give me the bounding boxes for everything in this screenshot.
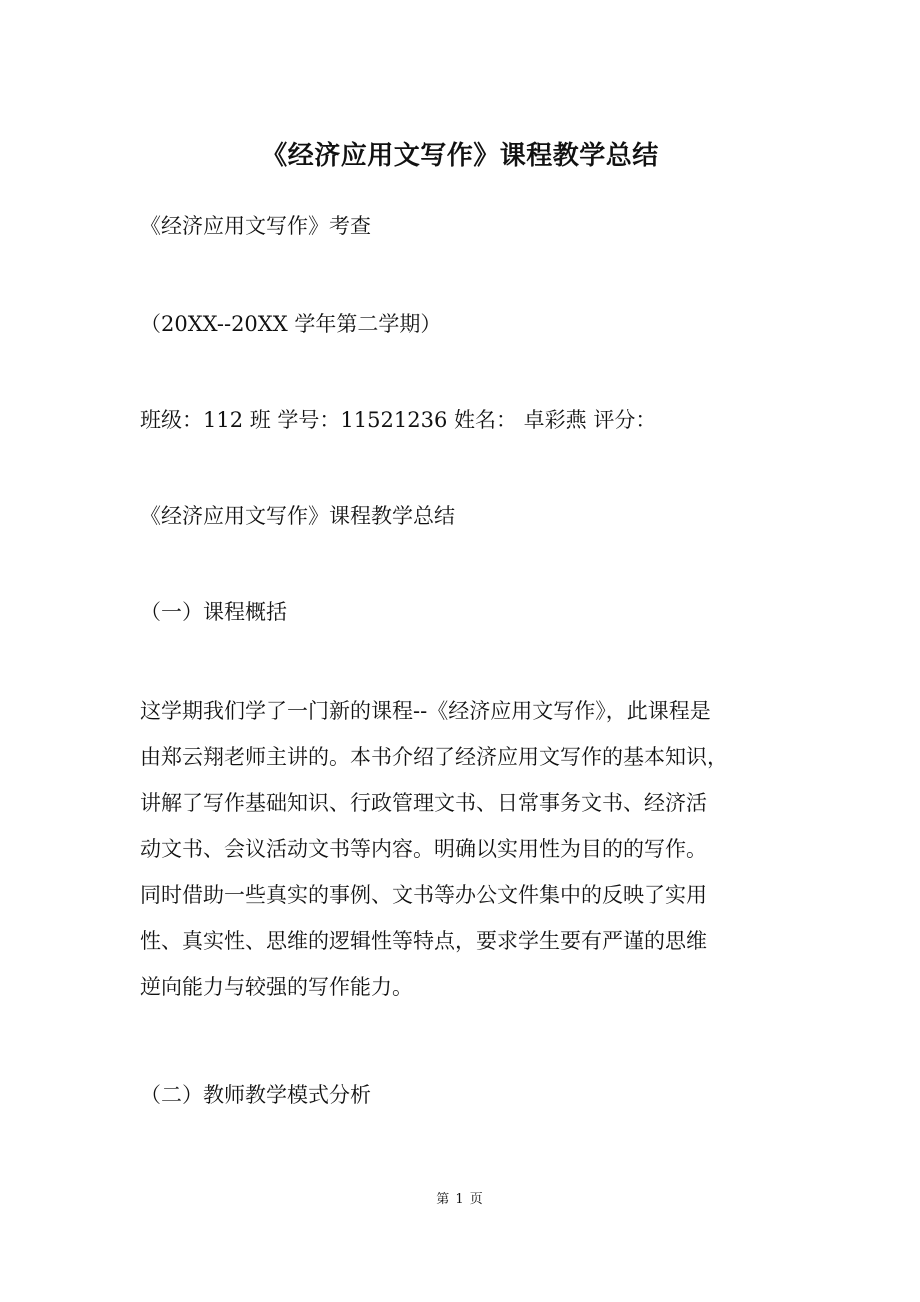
section-paragraph-course-overview [140, 688, 790, 1010]
student-info-line: 班级：112 班 学号：11521236 姓名： 卓彩燕 评分： [140, 408, 657, 432]
paragraph-line: 性、真实性、思维的逻辑性等特点，要求学生要有严谨的思维 [140, 929, 707, 953]
section-title-teaching-mode: （二）教师教学模式分析 [140, 1083, 371, 1107]
paragraph-line: 动文书、会议活动文书等内容。明确以实用性为目的的写作。 [140, 837, 707, 861]
page-number: 第 1 页 [436, 1192, 484, 1207]
paragraph-line: 讲解了写作基础知识、行政管理文书、日常事务文书、经济活 [140, 791, 707, 815]
paragraph-line: 同时借助一些真实的事例、文书等办公文件集中的反映了实用 [140, 883, 707, 907]
summary-heading: 《经济应用文写作》课程教学总结 [140, 504, 455, 528]
document-title: 《经济应用文写作》课程教学总结 [261, 141, 659, 171]
section-title-course-overview: （一）课程概括 [140, 600, 287, 624]
paragraph-line: 这学期我们学了一门新的课程--《经济应用文写作》，此课程是 [140, 699, 711, 723]
course-subtitle: 《经济应用文写作》考查 [140, 214, 371, 238]
semester-line: （20XX--20XX 学年第二学期） [140, 312, 442, 336]
paragraph-line: 由郑云翔老师主讲的。本书介绍了经济应用文写作的基本知识， [140, 745, 728, 769]
paragraph-line: 逆向能力与较强的写作能力。 [140, 975, 413, 999]
